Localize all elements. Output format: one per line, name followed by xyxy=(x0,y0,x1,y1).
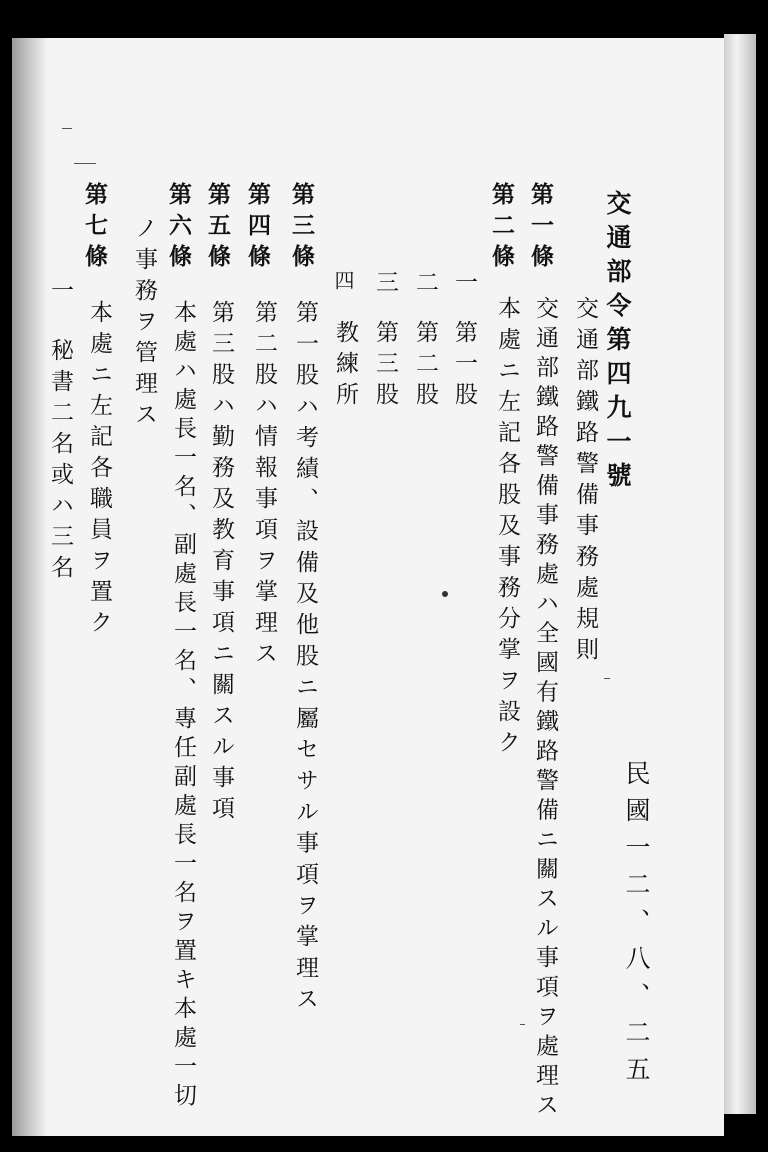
ink-speck xyxy=(442,591,448,597)
article-5-text: 第三股ハ勤務及教育事項ニ關スル事項 xyxy=(208,300,234,827)
article-1-text: 交通部鐵路警備事務處ハ全國有鐵路警備ニ關スル事項ヲ處理ス xyxy=(532,296,558,1122)
article-7-item-text: 秘書二名或ハ三名 xyxy=(47,338,73,586)
article-3-text: 第一股ハ考績、設備及他股ニ屬セサル事項ヲ掌理ス xyxy=(292,300,318,1018)
left-page-edge xyxy=(12,38,46,1136)
article-6-label: 第六條 xyxy=(165,182,192,275)
right-page-edge xyxy=(724,34,756,1114)
item-2-text: 第二股 xyxy=(412,320,438,413)
article-6-continuation: ノ事務ヲ管理ス xyxy=(131,216,157,433)
ink-speck xyxy=(604,678,610,679)
article-3-label: 第三條 xyxy=(288,182,315,275)
article-7-text: 本處ニ左記各職員ヲ置ク xyxy=(86,300,112,641)
ink-speck xyxy=(62,128,72,129)
item-3-number: 三 xyxy=(372,270,398,301)
article-6-text: 本處ハ處長一名、副處長一名、專任副處長一名ヲ置キ本處一切 xyxy=(170,300,196,1112)
article-2-text: 本處ニ左記各股及事務分掌ヲ設ク xyxy=(494,296,520,761)
article-7-item-number: 一 xyxy=(47,278,73,309)
article-4-label: 第四條 xyxy=(244,182,271,275)
article-7-label: 第七條 xyxy=(81,182,108,275)
article-5-label: 第五條 xyxy=(204,182,231,275)
item-1-text: 第一股 xyxy=(451,320,477,413)
ordinance-heading: 交通部令第四九一號 xyxy=(603,190,632,496)
ink-speck xyxy=(74,163,96,164)
item-3-text: 第三股 xyxy=(372,320,398,413)
item-4-text: 教練所 xyxy=(332,320,358,413)
item-2-number: 二 xyxy=(412,270,438,301)
item-1-number: 一 xyxy=(451,270,477,301)
ordinance-date: 民國一二、八、二五 xyxy=(622,760,651,1093)
article-4-text: 第二股ハ情報事項ヲ掌理ス xyxy=(251,300,277,672)
regulation-title: 交通部鐵路警備事務處規則 xyxy=(572,296,598,668)
article-1-label: 第一條 xyxy=(527,182,554,275)
document-page xyxy=(12,38,724,1136)
ink-speck xyxy=(520,1024,525,1025)
item-4-number: 四 xyxy=(331,270,355,298)
article-2-label: 第二條 xyxy=(488,182,515,275)
